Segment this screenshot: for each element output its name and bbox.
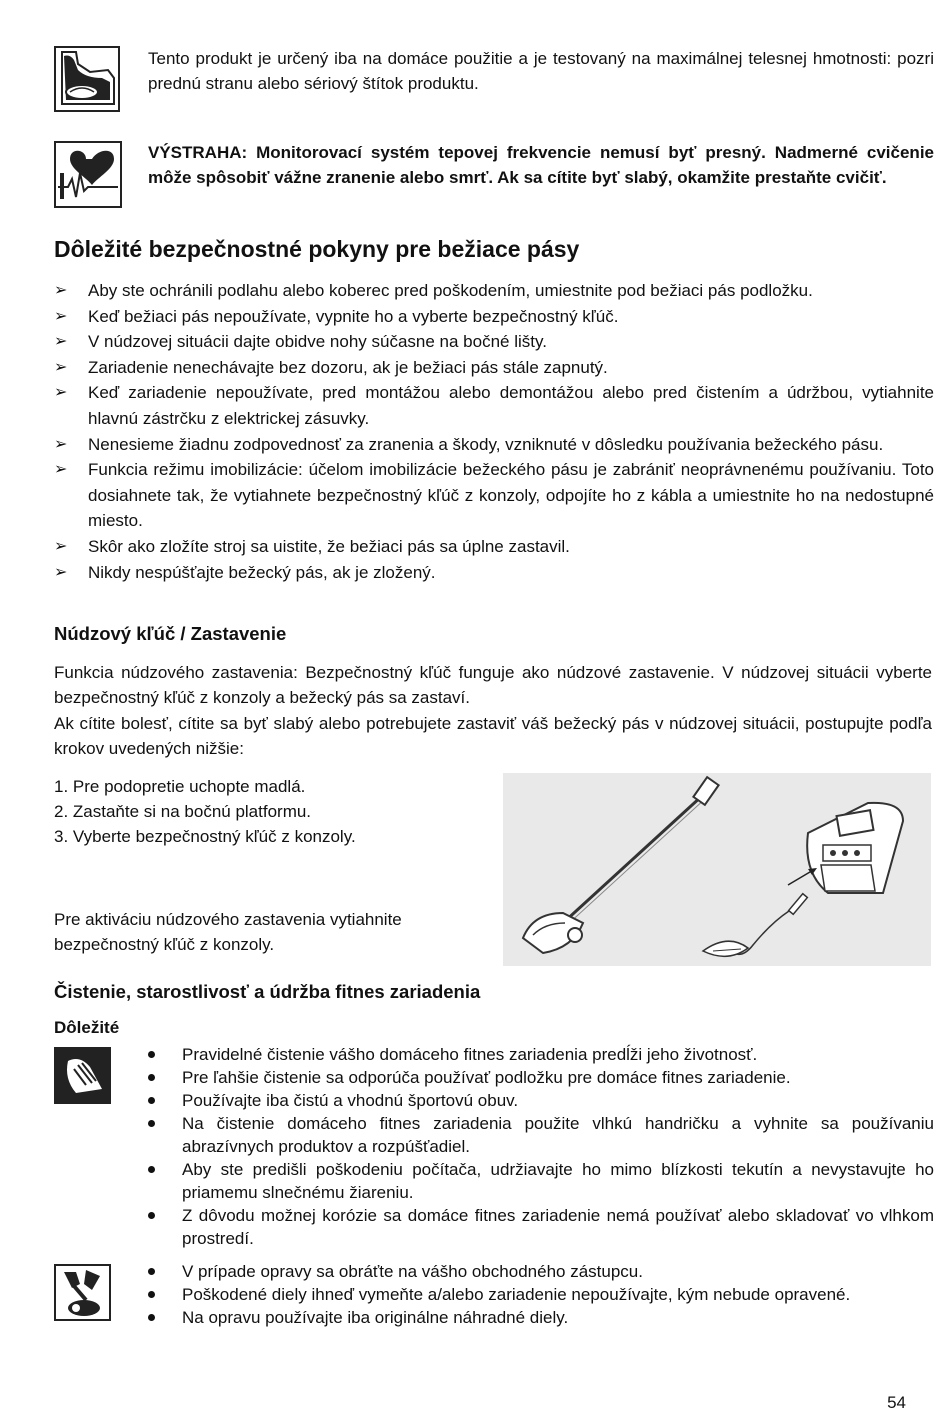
bullet-icon: [148, 1212, 155, 1219]
list-item: Používajte iba čistú a vhodnú športovú obuv.: [148, 1089, 934, 1112]
scale-icon: [54, 46, 120, 112]
hr-warning: VÝSTRAHA: Monitorovací systém tepovej frekvencie nemusí byť presný. Nadmerné cvičenie môže spôsobiť vážne zranenie alebo smrť. Ak sa cítite byť slabý, okamžite prestaňte cvičiť.: [148, 143, 934, 187]
list-item: Poškodené diely ihneď vymeňte a/alebo zariadenie nepoužívajte, kým nebude opravené.: [148, 1283, 934, 1306]
bullet-icon: [148, 1074, 155, 1081]
list-item: ➢ Keď bežiaci pás nepoužívate, vypnite ho a vyberte bezpečnostný kľúč.: [54, 304, 934, 330]
bullet-icon: [148, 1097, 155, 1104]
step-item: 3. Vyberte bezpečnostný kľúč z konzoly.: [54, 827, 356, 846]
step-item: 2. Zastaňte si na bočnú platformu.: [54, 802, 312, 821]
bullet-icon: [148, 1268, 155, 1275]
cleaning-list: [148, 1043, 934, 1250]
important-label: Dôležité: [54, 1018, 120, 1037]
cleaning-cloth-icon: [54, 1047, 111, 1104]
emergency-para-2: Ak cítite bolesť, cítite sa byť slabý alebo potrebujete zastaviť váš bežecký pás v núdzovej situácii, postupujte podľa krokov uvedených nižšie:: [54, 714, 932, 758]
page-number: 54: [887, 1393, 906, 1412]
list-item: Na čistenie domáceho fitnes zariadenia použite vlhkú handričku a vyhnite sa používaniu abrazívnych produktov a rozpúšťadiel.: [148, 1112, 934, 1158]
emergency-para-1: Funkcia núdzového zastavenia: Bezpečnostný kľúč funguje ako núdzové zastavenie. V núdzovej situácii vyberte bezpečnostný kľúč z konzoly a bežecký pás sa zastaví.: [54, 663, 932, 707]
safety-heading: Dôležité bezpečnostné pokyny pre bežiace pásy: [54, 236, 580, 262]
cleaning-heading: Čistenie, starostlivosť a údržba fitnes zariadenia: [54, 981, 481, 1002]
list-item: ➢ Keď zariadenie nepoužívate, pred montážou alebo demontážou alebo pred čistením a údržbou, vytiahnite hlavnú zástrčku z elektrickej zásuvky.: [54, 380, 934, 431]
list-item: ➢ Skôr ako zložíte stroj sa uistite, že bežiaci pás sa úplne zastavil.: [54, 534, 934, 560]
bullet-icon: [148, 1314, 155, 1321]
bullet-icon: [148, 1120, 155, 1127]
bullet-icon: [148, 1051, 155, 1058]
list-item: ➢ Funkcia režimu imobilizácie: účelom imobilizácie bežeckého pásu je zabrániť neoprávnenému používaniu. Toto dosiahnete tak, že vytiahnete bezpečnostný kľúč z konzoly, odpojíte ho z kábla a umiestnite ho na nedostupné miesto.: [54, 457, 934, 534]
list-item: V prípade opravy sa obráťte na vášho obchodného zástupcu.: [148, 1260, 934, 1283]
arrow-bullet-icon: ➢: [54, 307, 68, 325]
emergency-heading: Núdzový kľúč / Zastavenie: [54, 623, 287, 644]
safety-list: [54, 278, 934, 585]
list-item: ➢ Aby ste ochránili podlahu alebo koberec pred poškodením, umiestnite pod bežiaci pás podložku.: [54, 278, 934, 304]
list-item: Na opravu používajte iba originálne náhradné diely.: [148, 1306, 934, 1329]
list-item: Pre ľahšie čistenie sa odporúča používať podložku pre domáce fitnes zariadenie.: [148, 1066, 934, 1089]
list-item: Aby ste predišli poškodeniu počítača, udržiavajte ho mimo blízkosti tekutín a nevystavujte ho priamemu slnečnému žiareniu.: [148, 1158, 934, 1204]
heart-rate-icon: [54, 141, 122, 208]
list-item: Pravidelné čistenie vášho domáceho fitnes zariadenia predĺži jeho životnosť.: [148, 1043, 934, 1066]
list-item: ➢ Nenesieme žiadnu zodpovednosť za zranenia a škody, vzniknuté v dôsledku používania bežeckého pásu.: [54, 432, 934, 458]
weight-note: Tento produkt je určený iba na domáce použitie a je testovaný na maximálnej telesnej hmotnosti: pozri prednú stranu alebo sériový štítok produktu.: [148, 49, 934, 93]
arrow-bullet-icon: ➢: [54, 537, 68, 555]
bullet-icon: [148, 1291, 155, 1298]
emergency-steps: [54, 774, 356, 849]
arrow-bullet-icon: ➢: [54, 384, 68, 402]
activation-note: Pre aktiváciu núdzového zastavenia vytiahnite bezpečnostný kľúč z konzoly.: [54, 910, 402, 954]
safety-key-illustration: [503, 773, 931, 966]
arrow-bullet-icon: ➢: [54, 461, 68, 479]
list-item: ➢ Zariadenie nenechávajte bez dozoru, ak je bežiaci pás stále zapnutý.: [54, 355, 934, 381]
step-item: 1. Pre podopretie uchopte madlá.: [54, 777, 306, 796]
bullet-icon: [148, 1166, 155, 1173]
list-item: ➢ V núdzovej situácii dajte obidve nohy súčasne na bočné lišty.: [54, 329, 934, 355]
repair-tool-icon: [54, 1264, 111, 1321]
arrow-bullet-icon: ➢: [54, 358, 68, 376]
arrow-bullet-icon: ➢: [54, 333, 68, 351]
arrow-bullet-icon: ➢: [54, 563, 68, 581]
arrow-bullet-icon: ➢: [54, 282, 68, 299]
list-item: Z dôvodu možnej korózie sa domáce fitnes zariadenie nemá používať alebo skladovať vo vlhkom prostredí.: [148, 1204, 934, 1250]
list-item: ➢ Nikdy nespúšťajte bežecký pás, ak je zložený.: [54, 560, 934, 586]
repair-list: [148, 1260, 934, 1329]
arrow-bullet-icon: ➢: [54, 435, 68, 453]
